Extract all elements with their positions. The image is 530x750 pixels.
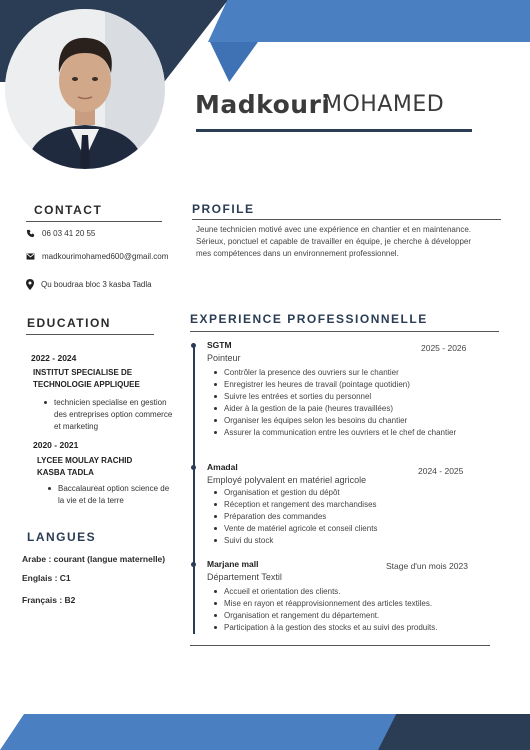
email-address[interactable]: madkourimohamed600@gmail.com [42, 252, 169, 261]
job-task: Mise en rayon et réapprovisionnement des articles textiles. [214, 598, 489, 610]
footer-blue-shape [0, 714, 400, 750]
education-school: LYCEE MOULAY RACHID KASBA TADLA [37, 456, 133, 477]
education-years: 2020 - 2021 [33, 440, 79, 450]
phone-number: 06 03 41 20 55 [42, 229, 96, 238]
language-item: Arabe : courant (langue maternelle) [22, 554, 166, 564]
education-details [44, 397, 174, 433]
job-date: 2025 - 2026 [421, 343, 467, 353]
job-date: Stage d'un mois 2023 [386, 561, 468, 571]
first-name: Madkouri [195, 90, 331, 119]
contact-divider [26, 221, 162, 222]
timeline-dot [191, 465, 196, 470]
job-tasks [214, 586, 489, 634]
job-task: Contrôler la presence des ouvriers sur le chantier [214, 367, 474, 379]
job-role: Département Textil [207, 572, 282, 582]
contact-phone [26, 229, 95, 238]
header-blue-shape [208, 0, 530, 42]
education-divider [26, 334, 154, 335]
language-item: Englais : C1 [22, 573, 71, 583]
job-company: SGTM [207, 340, 232, 350]
profile-text: Jeune technicien motivé avec une expérience en chantier et en maintenance. Sérieux, ponctuel et capable de travailler en équipe, je cherche à développer mes compétences dans un environnement professionnel. [196, 225, 471, 258]
job-date: 2024 - 2025 [418, 466, 464, 476]
experience-divider [190, 331, 499, 332]
header-blue-triangle [210, 42, 258, 82]
job-tasks [214, 487, 474, 547]
education-school: INSTITUT SPECIALISE DE TECHNOLOGIE APPLIQUEE [33, 368, 140, 389]
contact-email [26, 252, 168, 261]
job-task: Suivre les entrées et sorties du personnel [214, 391, 474, 403]
job-tasks [214, 367, 474, 439]
education-detail-item: technicien specialise en gestion des entreprises option commerce et marketing [44, 397, 174, 433]
contact-address [26, 279, 152, 290]
profile-divider [192, 219, 501, 220]
last-name: MOHAMED [323, 92, 445, 117]
education-heading: EDUCATION [27, 316, 111, 330]
experience-heading: EXPERIENCE PROFESSIONNELLE [190, 312, 428, 326]
location-pin-icon [26, 279, 34, 290]
job-task: Assurer la communication entre les ouvriers et le chef de chantier [214, 427, 474, 439]
job-task: Organiser les équipes selon les besoins du chantier [214, 415, 474, 427]
job-company: Marjane mall [207, 559, 259, 569]
job-company: Amadal [207, 462, 238, 472]
job-task: Aider à la gestion de la paie (heures travaillées) [214, 403, 474, 415]
job-task: Préparation des commandes [214, 511, 474, 523]
mail-icon [26, 253, 35, 260]
timeline-dot [191, 562, 196, 567]
profile-photo [5, 9, 165, 169]
timeline-dot [191, 343, 196, 348]
language-item: Français : B2 [22, 595, 76, 605]
job-task: Organisation et gestion du dépôt [214, 487, 474, 499]
job-task: Enregistrer les heures de travail (pointage quotidien) [214, 379, 474, 391]
job-task: Organisation et rangement du département. [214, 610, 489, 622]
job-task: Participation à la gestion des stocks et au suivi des produits. [214, 622, 489, 634]
profile-heading: PROFILE [192, 202, 255, 216]
education-details [48, 483, 176, 507]
experience-timeline [193, 344, 195, 634]
portrait-illustration [5, 9, 165, 169]
job-task: Réception et rangement des marchandises [214, 499, 474, 511]
job-role: Pointeur [207, 353, 241, 363]
address-text: Qu boudraa bloc 3 kasba Tadla [41, 280, 152, 289]
footer-dark-shape [378, 714, 530, 750]
education-years: 2022 - 2024 [31, 353, 77, 363]
job-task: Vente de matériel agricole et conseil clients [214, 523, 474, 535]
name-underline [196, 129, 472, 132]
job-task: Accueil et orientation des clients. [214, 586, 489, 598]
languages-heading: LANGUES [27, 530, 97, 544]
experience-bottom-divider [190, 645, 490, 646]
education-detail-item: Baccalaureat option science de la vie et de la terre [48, 483, 176, 507]
phone-icon [26, 229, 35, 238]
job-role: Employé polyvalent en matériel agricole [207, 475, 367, 485]
job-task: Suivi du stock [214, 535, 474, 547]
contact-heading: CONTACT [34, 203, 103, 217]
